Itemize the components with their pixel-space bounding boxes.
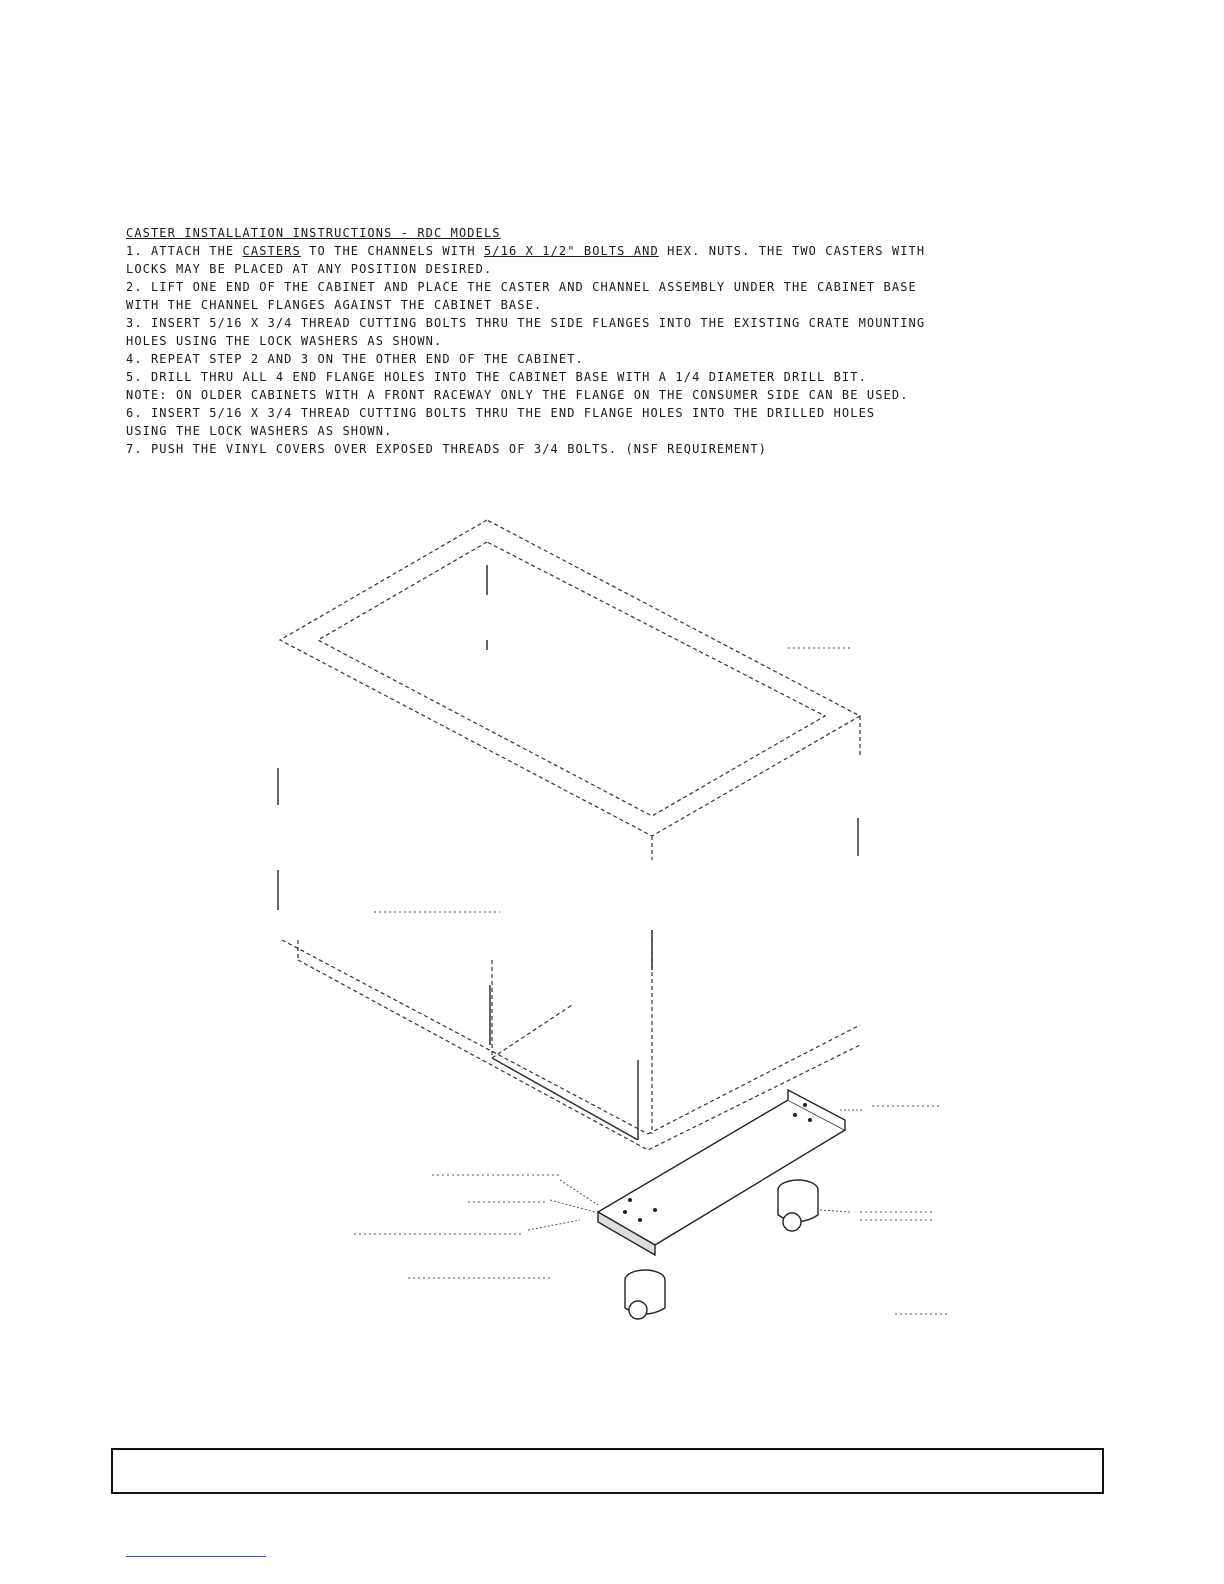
cabinet-top-outer [280,520,860,836]
instructions-title: CASTER INSTALLATION INSTRUCTIONS - RDC MODELS [126,226,501,240]
step-1-part-c: TO THE CHANNELS WITH [300,244,484,258]
channel-hole-2 [638,1218,642,1222]
note: NOTE: ON OLDER CABINETS WITH A FRONT RACEWAY ONLY THE FLANGE ON THE CONSUMER SIDE CAN BE USED. [126,388,909,402]
step-7: 7. PUSH THE VINYL COVERS OVER EXPOSED THREADS OF 3/4 BOLTS. (NSF REQUIREMENT) [126,442,767,456]
channel-hole-3 [628,1198,632,1202]
caster-installation-instructions [126,224,1026,458]
leader-1 [560,1180,598,1205]
step-5: 5. DRILL THRU ALL 4 END FLANGE HOLES INTO THE CABINET BASE WITH A 1/4 DIAMETER DRILL BIT. [126,370,867,384]
caster-swivel-wheel [783,1213,801,1231]
footer-link-line[interactable] [126,1556,266,1557]
step-2-line-1: 2. LIFT ONE END OF THE CABINET AND PLACE THE CASTER AND CHANNEL ASSEMBLY UNDER THE CABINET BASE [126,280,917,294]
channel-hole-7 [803,1103,807,1107]
channel-hole-6 [808,1118,812,1122]
caster-assembly-exploded-view-icon [260,500,1020,1340]
cabinet-base-recess [492,960,572,1058]
step-6-line-1: 6. INSERT 5/16 X 3/4 THREAD CUTTING BOLTS THRU THE END FLANGE HOLES INTO THE DRILLED HOLES [126,406,876,420]
leader-2 [550,1200,595,1212]
caster-channel [598,1100,845,1245]
step-1-part-d: 5/16 X 1/2" BOLTS AND [483,244,659,258]
step-3-line-2: HOLES USING THE LOCK WASHERS AS SHOWN. [126,334,443,348]
step-3-line-1: 3. INSERT 5/16 X 3/4 THREAD CUTTING BOLTS THRU THE SIDE FLANGES INTO THE EXISTING CRATE MOUNTING [126,316,926,330]
recess-floor [492,1058,638,1140]
step-1-part-a: 1. ATTACH THE [126,244,243,258]
footer-box [111,1448,1104,1494]
step-4: 4. REPEAT STEP 2 AND 3 ON THE OTHER END OF THE CABINET. [126,352,584,366]
caster-lock-wheel [629,1301,647,1319]
channel-hole-1 [623,1210,627,1214]
step-2-line-2: WITH THE CHANNEL FLANGES AGAINST THE CABINET BASE. [126,298,543,312]
step-1 [126,242,1026,260]
channel-hole-5 [793,1113,797,1117]
step-1-part-e: HEX. NUTS. THE TWO CASTERS WITH [658,244,926,258]
caster-assembly-drawing [260,500,1020,1340]
step-6-line-2: USING THE LOCK WASHERS AS SHOWN. [126,424,393,438]
cabinet-base-left [282,940,648,1134]
cabinet-top-inner [318,542,825,816]
step-1-line-2: LOCKS MAY BE PLACED AT ANY POSITION DESIRED. [126,262,493,276]
step-1-part-b: CASTERS [242,244,301,258]
leader-3 [528,1220,580,1230]
channel-hole-4 [653,1208,657,1212]
leader-4 [820,1210,850,1212]
